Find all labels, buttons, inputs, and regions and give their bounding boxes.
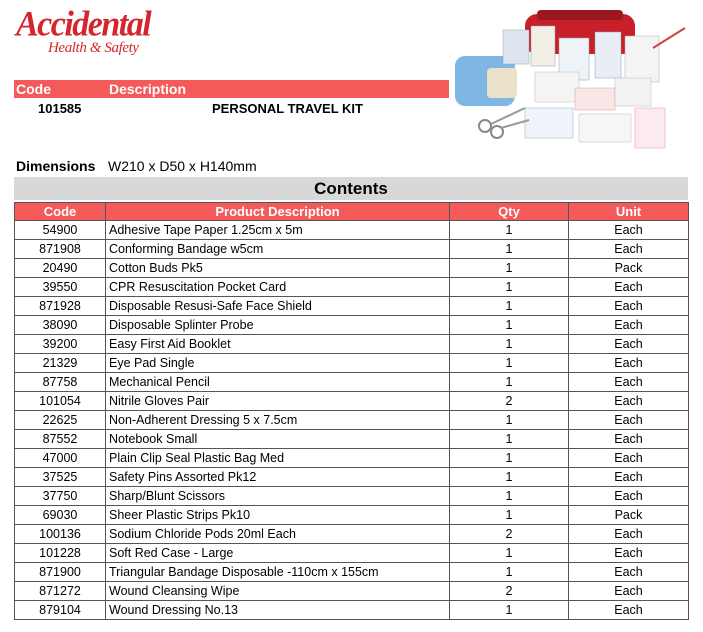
table-row bbox=[15, 373, 689, 392]
item-qty-cell: 1 bbox=[450, 544, 569, 563]
description-header-label: Description bbox=[109, 81, 187, 97]
item-description-cell: Adhesive Tape Paper 1.25cm x 5m bbox=[106, 221, 450, 240]
item-description-cell: CPR Resuscitation Pocket Card bbox=[106, 278, 450, 297]
column-header-unit: Unit bbox=[569, 203, 689, 221]
dimensions-value: W210 x D50 x H140mm bbox=[108, 158, 257, 174]
item-code-cell: 87758 bbox=[15, 373, 106, 392]
item-unit-cell: Each bbox=[569, 392, 689, 411]
item-code-cell: 37525 bbox=[15, 468, 106, 487]
item-qty-cell: 1 bbox=[450, 601, 569, 620]
item-qty-cell: 1 bbox=[450, 335, 569, 354]
item-qty-cell: 1 bbox=[450, 563, 569, 582]
table-row bbox=[15, 468, 689, 487]
logo-subtitle: Health & Safety bbox=[48, 40, 139, 56]
item-qty-cell: 1 bbox=[450, 430, 569, 449]
item-unit-cell: Each bbox=[569, 240, 689, 259]
item-code-cell: 20490 bbox=[15, 259, 106, 278]
item-unit-cell: Pack bbox=[569, 259, 689, 278]
column-header-description: Product Description bbox=[106, 203, 450, 221]
item-unit-cell: Each bbox=[569, 335, 689, 354]
item-code-cell: 39550 bbox=[15, 278, 106, 297]
item-description-cell: Non-Adherent Dressing 5 x 7.5cm bbox=[106, 411, 450, 430]
item-description-cell: Wound Dressing No.13 bbox=[106, 601, 450, 620]
kit-product-image bbox=[455, 8, 690, 160]
table-row bbox=[15, 392, 689, 411]
item-qty-cell: 1 bbox=[450, 373, 569, 392]
item-description-cell: Sharp/Blunt Scissors bbox=[106, 487, 450, 506]
item-unit-cell: Each bbox=[569, 525, 689, 544]
table-row bbox=[15, 582, 689, 601]
item-code-cell: 22625 bbox=[15, 411, 106, 430]
table-row bbox=[15, 544, 689, 563]
table-row bbox=[15, 240, 689, 259]
contents-title: Contents bbox=[14, 177, 688, 200]
item-description-cell: Triangular Bandage Disposable -110cm x 155cm bbox=[106, 563, 450, 582]
item-unit-cell: Each bbox=[569, 582, 689, 601]
item-unit-cell: Each bbox=[569, 373, 689, 392]
item-description-cell: Conforming Bandage w5cm bbox=[106, 240, 450, 259]
table-row bbox=[15, 601, 689, 620]
dimensions-label: Dimensions bbox=[16, 158, 96, 174]
table-row bbox=[15, 335, 689, 354]
table-row bbox=[15, 316, 689, 335]
code-header-label: Code bbox=[16, 81, 51, 97]
item-code-cell: 101228 bbox=[15, 544, 106, 563]
item-code-cell: 100136 bbox=[15, 525, 106, 544]
item-unit-cell: Each bbox=[569, 449, 689, 468]
item-unit-cell: Each bbox=[569, 297, 689, 316]
item-qty-cell: 2 bbox=[450, 392, 569, 411]
item-description-cell: Plain Clip Seal Plastic Bag Med bbox=[106, 449, 450, 468]
item-description-cell: Disposable Splinter Probe bbox=[106, 316, 450, 335]
table-row bbox=[15, 221, 689, 240]
column-header-code: Code bbox=[15, 203, 106, 221]
item-qty-cell: 1 bbox=[450, 297, 569, 316]
item-description-cell: Sodium Chloride Pods 20ml Each bbox=[106, 525, 450, 544]
item-unit-cell: Each bbox=[569, 487, 689, 506]
item-code-cell: 69030 bbox=[15, 506, 106, 525]
item-qty-cell: 1 bbox=[450, 221, 569, 240]
item-code-cell: 47000 bbox=[15, 449, 106, 468]
item-unit-cell: Each bbox=[569, 316, 689, 335]
item-unit-cell: Each bbox=[569, 354, 689, 373]
item-code-cell: 87552 bbox=[15, 430, 106, 449]
item-description-cell: Soft Red Case - Large bbox=[106, 544, 450, 563]
item-unit-cell: Each bbox=[569, 221, 689, 240]
item-description-cell: Disposable Resusi-Safe Face Shield bbox=[106, 297, 450, 316]
table-row bbox=[15, 430, 689, 449]
item-code-cell: 39200 bbox=[15, 335, 106, 354]
item-qty-cell: 2 bbox=[450, 582, 569, 601]
item-qty-cell: 1 bbox=[450, 259, 569, 278]
item-description-cell: Easy First Aid Booklet bbox=[106, 335, 450, 354]
item-unit-cell: Pack bbox=[569, 506, 689, 525]
contents-table bbox=[14, 202, 689, 620]
item-code-cell: 871900 bbox=[15, 563, 106, 582]
item-qty-cell: 1 bbox=[450, 487, 569, 506]
item-qty-cell: 2 bbox=[450, 525, 569, 544]
table-row bbox=[15, 506, 689, 525]
table-header-row bbox=[15, 203, 689, 221]
item-code-cell: 871928 bbox=[15, 297, 106, 316]
item-description-cell: Sheer Plastic Strips Pk10 bbox=[106, 506, 450, 525]
item-unit-cell: Each bbox=[569, 468, 689, 487]
company-logo bbox=[16, 6, 156, 62]
table-row bbox=[15, 411, 689, 430]
item-unit-cell: Each bbox=[569, 430, 689, 449]
table-row bbox=[15, 563, 689, 582]
table-row bbox=[15, 354, 689, 373]
item-code-cell: 871908 bbox=[15, 240, 106, 259]
kit-description: PERSONAL TRAVEL KIT bbox=[212, 101, 363, 116]
item-code-cell: 38090 bbox=[15, 316, 106, 335]
item-qty-cell: 1 bbox=[450, 354, 569, 373]
item-code-cell: 879104 bbox=[15, 601, 106, 620]
item-description-cell: Wound Cleansing Wipe bbox=[106, 582, 450, 601]
item-qty-cell: 1 bbox=[450, 506, 569, 525]
table-row bbox=[15, 525, 689, 544]
item-description-cell: Mechanical Pencil bbox=[106, 373, 450, 392]
item-code-cell: 101054 bbox=[15, 392, 106, 411]
item-description-cell: Safety Pins Assorted Pk12 bbox=[106, 468, 450, 487]
kit-code: 101585 bbox=[38, 101, 82, 116]
item-description-cell: Eye Pad Single bbox=[106, 354, 450, 373]
item-code-cell: 37750 bbox=[15, 487, 106, 506]
kit-header-bar bbox=[14, 80, 449, 98]
item-qty-cell: 1 bbox=[450, 449, 569, 468]
table-row bbox=[15, 259, 689, 278]
item-qty-cell: 1 bbox=[450, 240, 569, 259]
item-unit-cell: Each bbox=[569, 278, 689, 297]
item-unit-cell: Each bbox=[569, 563, 689, 582]
item-code-cell: 871272 bbox=[15, 582, 106, 601]
item-unit-cell: Each bbox=[569, 601, 689, 620]
item-code-cell: 21329 bbox=[15, 354, 106, 373]
table-row bbox=[15, 487, 689, 506]
item-code-cell: 54900 bbox=[15, 221, 106, 240]
item-qty-cell: 1 bbox=[450, 278, 569, 297]
item-qty-cell: 1 bbox=[450, 411, 569, 430]
item-description-cell: Cotton Buds Pk5 bbox=[106, 259, 450, 278]
item-unit-cell: Each bbox=[569, 411, 689, 430]
item-description-cell: Notebook Small bbox=[106, 430, 450, 449]
item-qty-cell: 1 bbox=[450, 468, 569, 487]
column-header-qty: Qty bbox=[450, 203, 569, 221]
item-description-cell: Nitrile Gloves Pair bbox=[106, 392, 450, 411]
logo-wordmark: Accidental bbox=[16, 5, 151, 44]
table-row bbox=[15, 297, 689, 316]
table-row bbox=[15, 449, 689, 468]
item-unit-cell: Each bbox=[569, 544, 689, 563]
item-qty-cell: 1 bbox=[450, 316, 569, 335]
table-row bbox=[15, 278, 689, 297]
